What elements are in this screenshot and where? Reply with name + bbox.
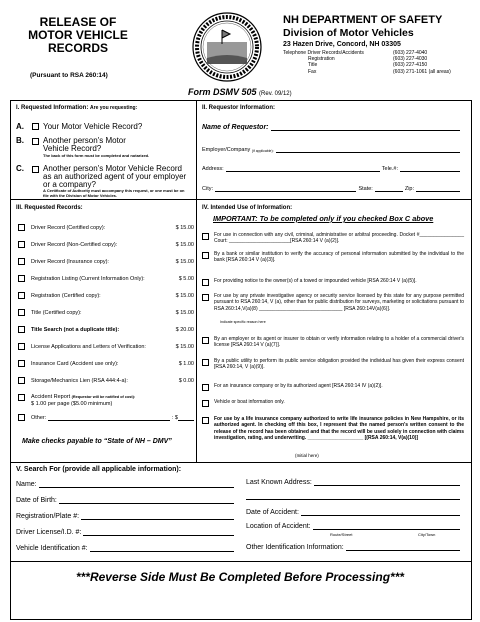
section-divider	[10, 561, 472, 562]
record-label: Driver Record (Non-Certified copy):	[31, 241, 118, 248]
section-i-heading	[16, 105, 137, 113]
employer-note: (if applicable):	[251, 149, 274, 153]
section-divider	[10, 199, 472, 200]
form-revision: (Rev. 09/12)	[259, 91, 292, 97]
state-line[interactable]	[375, 186, 403, 192]
section-iv-heading: IV. Intended Use of Information:	[202, 205, 293, 211]
option-c-label: Another person's Motor Vehicle Record as an authorized agent of your employer or a company?	[43, 164, 187, 189]
use-text: By an employer or its agent or insurer to obtain or verify information relating to a holder of a commercial driver's license [RSA 260:14 V (a)(7)].	[214, 336, 464, 349]
record-label: Registration Listing (Current Information Only):	[31, 275, 145, 282]
record-label: Registration (Certified copy):	[31, 292, 101, 299]
contact-label: Registration	[308, 56, 335, 63]
contact-number: (603) 271-1061 (all areas)	[393, 68, 451, 75]
last-address-line	[314, 479, 460, 486]
use-checkbox[interactable]	[202, 400, 209, 407]
form-title	[18, 16, 138, 55]
record-label: License Applications and Letters of Verification:	[31, 343, 146, 350]
address-row	[202, 166, 460, 172]
address-line[interactable]	[226, 166, 380, 172]
option-b-label: Another person's Motor Vehicle Record?	[43, 136, 126, 153]
contact-number: (603) 227-4040	[393, 50, 428, 56]
option-a-letter: A.	[16, 122, 24, 131]
title-line-3: RECORDS	[47, 41, 108, 55]
use-text: For use in connection with any civil, criminal, administrative or arbitral proceeding. Docket #________________ Court: ______________________[RSA 260:14 V (a)(2)].	[214, 232, 464, 245]
specific-reason-note: Indicate specific reason here	[220, 320, 266, 324]
field-line	[59, 497, 234, 504]
record-row	[18, 292, 194, 299]
record-label: Title Search (not a duplicate title):	[31, 326, 120, 333]
form-number	[188, 87, 292, 97]
contact-label: Telephone Driver Records/Accidents	[283, 50, 364, 56]
section-iii-heading: III. Requested Records:	[16, 205, 83, 211]
option-b-note: The back of this form must be completed and notarized.	[43, 153, 150, 158]
record-fee: $ 15.00	[175, 224, 194, 231]
record-row	[18, 241, 194, 248]
record-fee: $ 15.00	[175, 241, 194, 248]
location-accident-field[interactable]	[246, 523, 460, 530]
seal-icon	[192, 12, 262, 82]
other-id-field[interactable]	[246, 544, 460, 551]
field-line	[81, 513, 234, 520]
requestor-name-label: Name of Requestor:	[202, 124, 269, 131]
section-i-subtitle: Are you requesting:	[90, 105, 138, 111]
requestor-name-field[interactable]	[202, 124, 460, 131]
location-accident-line	[313, 523, 460, 530]
use-text: For use by any private investigative agency or security service licensed by this state for any purpose permitted pursuant to RSA 260:14, V (a), other than for public distribution for surveys, marketing or solicitations pursuant to RSA 260:14,V(a)(8) ______________________________ [RSA 260:14V(a)(6)].	[214, 293, 464, 312]
contact-number: (603) 227-4150	[393, 62, 428, 69]
option-a-label: Your Motor Vehicle Record?	[43, 122, 143, 131]
other-record-checkbox[interactable]	[18, 414, 25, 421]
record-checkbox[interactable]	[18, 326, 25, 333]
route-street-caption: Route/Street	[330, 532, 353, 537]
record-fee: $ 5.00	[178, 275, 194, 282]
use-checkbox[interactable]	[202, 252, 209, 259]
use-text: By a bank or similar institution to verify the accuracy of personal information submitted by the individual to the bank [RSA 260:14 V (a)(3)].	[214, 251, 464, 264]
record-checkbox[interactable]	[18, 377, 25, 384]
use-text: For an insurance company or by its authorized agent [RSA 260:14 IV (a)(2)].	[214, 383, 383, 389]
use-option	[202, 278, 464, 284]
accident-report-cost: $ 1.00 per page ($5.00 minimum)	[31, 401, 113, 407]
employer-line	[276, 146, 460, 153]
location-accident-label: Location of Accident:	[246, 523, 311, 530]
record-fee: $ 15.00	[175, 343, 194, 350]
record-label: Storage/Mechanics Lien (RSA 444:4-a):	[31, 377, 128, 384]
use-option	[202, 383, 464, 389]
record-checkbox[interactable]	[18, 258, 25, 265]
search-vin-field[interactable]	[16, 545, 234, 552]
employer-field[interactable]	[202, 146, 460, 153]
initial-here-note: (Initial here)	[295, 453, 319, 458]
record-checkbox[interactable]	[18, 360, 25, 367]
other-record-line[interactable]	[48, 415, 170, 421]
use-option	[202, 293, 464, 312]
use-checkbox[interactable]	[202, 233, 209, 240]
record-row	[18, 275, 194, 282]
use-text: Vehicle or boat information only.	[214, 399, 285, 405]
state-seal	[192, 12, 262, 82]
section-iv-subheading: IMPORTANT: To be completed only if you checked Box C above	[213, 214, 434, 223]
pursuant-note: (Pursuant to RSA 260:14)	[30, 72, 108, 79]
record-checkbox[interactable]	[18, 292, 25, 299]
record-fee: $ 15.00	[175, 292, 194, 299]
use-option	[202, 336, 464, 349]
contact-label: Title	[308, 62, 318, 69]
checks-payable-note: Make checks payable to “State of NH – DMV”	[22, 438, 172, 445]
field-line	[90, 545, 234, 552]
option-b-letter: B.	[16, 136, 24, 145]
option-b-checkbox[interactable]	[32, 138, 39, 145]
record-label: Driver Record (Insurance copy):	[31, 258, 109, 265]
field-label: Name:	[16, 481, 37, 488]
search-dob-field[interactable]	[16, 497, 234, 504]
use-option	[202, 232, 464, 245]
zip-line[interactable]	[416, 186, 460, 192]
title-line-1: RELEASE OF	[39, 15, 117, 29]
last-address-field[interactable]	[246, 479, 460, 486]
address-label: Address:	[202, 166, 224, 172]
requestor-name-line	[271, 124, 460, 131]
other-id-line	[346, 544, 460, 551]
dmv-address: 23 Hazen Drive, Concord, NH 03305	[283, 41, 401, 48]
other-record-row	[18, 414, 194, 421]
record-checkbox[interactable]	[18, 241, 25, 248]
city-label: City:	[202, 186, 213, 192]
use-option	[202, 416, 464, 441]
record-fee: $ 0.00	[178, 377, 194, 384]
field-line	[39, 481, 234, 488]
use-checkbox[interactable]	[202, 294, 209, 301]
accident-report-label: Accident Report	[31, 394, 71, 401]
contact-label: Fax	[308, 68, 317, 75]
use-text: For providing notice to the owner(s) of a towed or impounded vehicle [RSA 260:14 V (a)(5)].	[214, 278, 417, 284]
other-record-amount: : $	[171, 415, 178, 421]
option-c-note: A Certificate of Authority must accompany this request, or one must be on file with the Division of Motor Vehicles.	[43, 188, 185, 198]
form-id: Form DSMV 505	[188, 87, 257, 97]
use-checkbox[interactable]	[202, 279, 209, 286]
record-row	[18, 360, 194, 367]
last-address-line-2[interactable]	[246, 496, 460, 500]
reverse-side-notice: ***Reverse Side Must Be Completed Before Processing***	[75, 570, 405, 584]
use-checkbox[interactable]	[202, 337, 209, 344]
city-row	[202, 186, 460, 192]
date-accident-label: Date of Accident:	[246, 509, 299, 516]
field-label: Registration/Plate #:	[16, 513, 80, 520]
record-fee: $ 15.00	[175, 309, 194, 316]
record-fee: $ 20.00	[175, 326, 194, 333]
tel-label: Tele.#:	[381, 166, 398, 172]
contact-list	[283, 50, 468, 75]
contact-number: (603) 227-4030	[393, 56, 428, 63]
accident-report-checkbox[interactable]	[18, 394, 25, 401]
record-label: Driver Record (Certified copy):	[31, 224, 106, 231]
column-divider	[196, 100, 197, 462]
last-address-label: Last Known Address:	[246, 479, 312, 486]
city-town-caption: City/Town	[418, 532, 436, 537]
option-b	[16, 137, 192, 158]
use-checkbox[interactable]	[202, 359, 209, 366]
field-line	[83, 529, 234, 536]
section-v-heading: V. Search For (provide all applicable information):	[16, 466, 182, 473]
other-amount-line[interactable]	[178, 415, 194, 421]
field-label: Date of Birth:	[16, 497, 57, 504]
record-row	[18, 326, 194, 333]
search-license-field[interactable]	[16, 529, 234, 536]
section-divider	[10, 462, 472, 463]
accident-report-row	[18, 394, 194, 408]
record-label: Insurance Card (Accident use only):	[31, 360, 119, 367]
state-label: State:	[358, 186, 373, 192]
other-record-label: Other:	[31, 415, 47, 421]
date-accident-field[interactable]	[246, 509, 460, 516]
use-option	[202, 251, 464, 264]
record-row	[18, 224, 194, 231]
city-line[interactable]	[215, 186, 356, 192]
record-checkbox[interactable]	[18, 224, 25, 231]
tel-line[interactable]	[400, 166, 460, 172]
use-checkbox[interactable]	[202, 384, 209, 391]
option-c	[16, 165, 192, 198]
division-name: Division of Motor Vehicles	[283, 27, 414, 39]
use-option	[202, 358, 464, 371]
date-accident-line	[301, 509, 460, 516]
use-text: For use by a life insurance company authorized to write life insurance policies in New Hampshire, or its authorized agent. In checking off this box, I represent that the named person's written consent to the release of the record has been obtained and that the record will be used solely in connection with claims investigation, rating, and underwriting. ____________________ [(RSA 260:14, V(a)(10)]	[214, 416, 464, 441]
use-checkbox[interactable]	[202, 417, 209, 424]
use-option	[202, 399, 464, 405]
other-id-label: Other Identification Information:	[246, 544, 344, 551]
record-row	[18, 309, 194, 316]
option-a	[16, 122, 142, 131]
record-label: Title (Certified copy):	[31, 309, 82, 316]
search-name-field[interactable]	[16, 481, 234, 488]
record-checkbox[interactable]	[18, 309, 25, 316]
record-row	[18, 377, 194, 384]
zip-label: Zip:	[404, 186, 414, 192]
section-ii-heading: II. Requestor Information:	[202, 105, 276, 111]
record-fee: $ 15.00	[175, 258, 194, 265]
record-checkbox[interactable]	[18, 275, 25, 282]
option-c-checkbox[interactable]	[32, 166, 39, 173]
field-label: Driver License/I.D. #:	[16, 529, 82, 536]
contact-row	[283, 69, 468, 75]
title-line-2: MOTOR VEHICLE	[28, 28, 128, 42]
accident-report-note: (Requestor will be notified of cost):	[71, 395, 136, 400]
section-i-title: I. Requested Information:	[16, 105, 89, 111]
record-row	[18, 343, 194, 350]
record-row	[18, 258, 194, 265]
record-checkbox[interactable]	[18, 343, 25, 350]
option-a-checkbox[interactable]	[32, 123, 39, 130]
field-label: Vehicle Identification #:	[16, 545, 88, 552]
department-name: NH DEPARTMENT OF SAFETY	[283, 14, 443, 26]
record-fee: $ 1.00	[178, 360, 194, 367]
search-plate-field[interactable]	[16, 513, 234, 520]
option-c-letter: C.	[16, 164, 24, 173]
use-text: By a public utility to perform its public service obligation provided the individual has given their express consent [RSA 260:14, V (a)(9)].	[214, 358, 464, 371]
employer-label: Employer/Company	[202, 147, 251, 153]
